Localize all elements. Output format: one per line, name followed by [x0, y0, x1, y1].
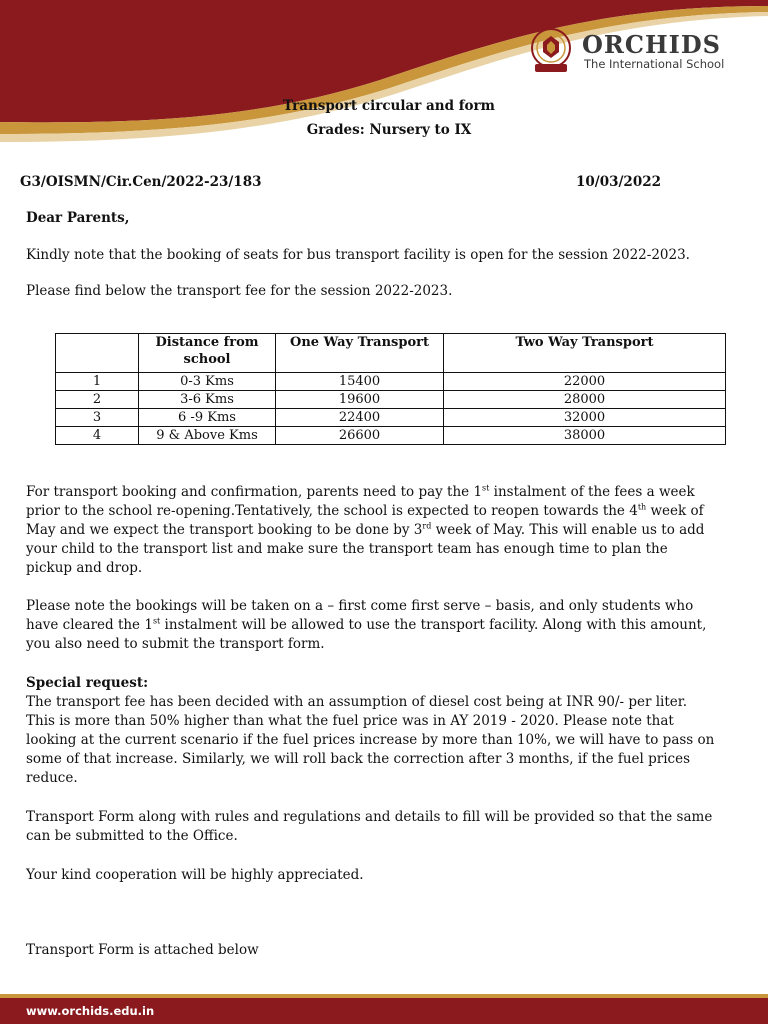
- table-cell: 26600: [276, 427, 444, 445]
- table-row: [56, 409, 726, 427]
- attachment-note: Transport Form is attached below: [26, 942, 259, 958]
- table-cell: 9 & Above Kms: [139, 427, 276, 445]
- closing-line: Your kind cooperation will be highly appreciated.: [26, 867, 364, 883]
- footer-website-link[interactable]: www.orchids.edu.in: [26, 1004, 155, 1018]
- transport-fee-table: [55, 333, 726, 445]
- table-cell: 0-3 Kms: [139, 373, 276, 391]
- booking-paragraph: For transport booking and confirmation, parents need to pay the 1st instalment of the fees a week prior to the school re-opening.Tentatively, the school is expected to reopen towards the 4th week of May and we expect the transport booking to be done by 3rd week of May. This will enable us to add your child to the transport list and make sure the transport team has enough time to plan the pickup and drop.: [26, 483, 705, 576]
- table-row: [56, 391, 726, 409]
- table-row: [56, 427, 726, 445]
- special-request-heading: Special request:: [26, 675, 149, 691]
- logo-tagline: The International School: [584, 57, 725, 71]
- table-cell: 19600: [276, 391, 444, 409]
- table-cell: 6 -9 Kms: [139, 409, 276, 427]
- salutation: Dear Parents,: [26, 210, 130, 226]
- special-request-section: [26, 674, 716, 788]
- table-header-cell: Two Way Transport: [444, 334, 726, 373]
- table-header-row: [56, 334, 726, 373]
- table-cell: 32000: [444, 409, 726, 427]
- table-header-cell: One Way Transport: [276, 334, 444, 373]
- table-cell: 3: [56, 409, 139, 427]
- table-cell: 15400: [276, 373, 444, 391]
- table-cell: 2: [56, 391, 139, 409]
- table-header-cell: [56, 334, 139, 373]
- table-row: [56, 373, 726, 391]
- special-request-text: The transport fee has been decided with an assumption of diesel cost being at INR 90/- per liter. This is more than 50% higher than what the fuel price was in AY 2019 - 2020. Please note that looking at the current scenario if the fuel prices increase by more than 10%, we will have to pass on some of that increase. Similarly, we will roll back the correction after 3 months, if the fuel prices reduce.: [26, 694, 715, 786]
- reference-number: G3/OISMN/Cir.Cen/2022-23/183: [20, 174, 262, 190]
- fee-intro-paragraph: Please find below the transport fee for the session 2022-2023.: [26, 283, 453, 299]
- first-come-paragraph: Please note the bookings will be taken on a – first come first serve – basis, and only students who have cleared the 1st instalment will be allowed to use the transport facility. Along with this amount, you also need to submit the transport form.: [26, 598, 707, 652]
- table-cell: 22000: [444, 373, 726, 391]
- logo-name: ORCHIDS: [582, 30, 721, 59]
- intro-paragraph: Kindly note that the booking of seats for bus transport facility is open for the session 2022-2023.: [26, 247, 690, 263]
- table-cell: 28000: [444, 391, 726, 409]
- table-cell: 38000: [444, 427, 726, 445]
- circular-title: Transport circular and form: [283, 98, 495, 114]
- table-cell: 3-6 Kms: [139, 391, 276, 409]
- transport-form-paragraph: Transport Form along with rules and regulations and details to fill will be provided so that the same can be submitted to the Office.: [26, 809, 713, 844]
- table-cell: 4: [56, 427, 139, 445]
- circular-date: 10/03/2022: [576, 174, 662, 190]
- crest-icon: [528, 26, 574, 76]
- table-header-cell: Distance from school: [139, 334, 276, 373]
- circular-grades: Grades: Nursery to IX: [306, 122, 472, 138]
- footer-gold-stripe: [0, 994, 768, 998]
- school-logo: [528, 26, 738, 78]
- table-cell: 22400: [276, 409, 444, 427]
- table-cell: 1: [56, 373, 139, 391]
